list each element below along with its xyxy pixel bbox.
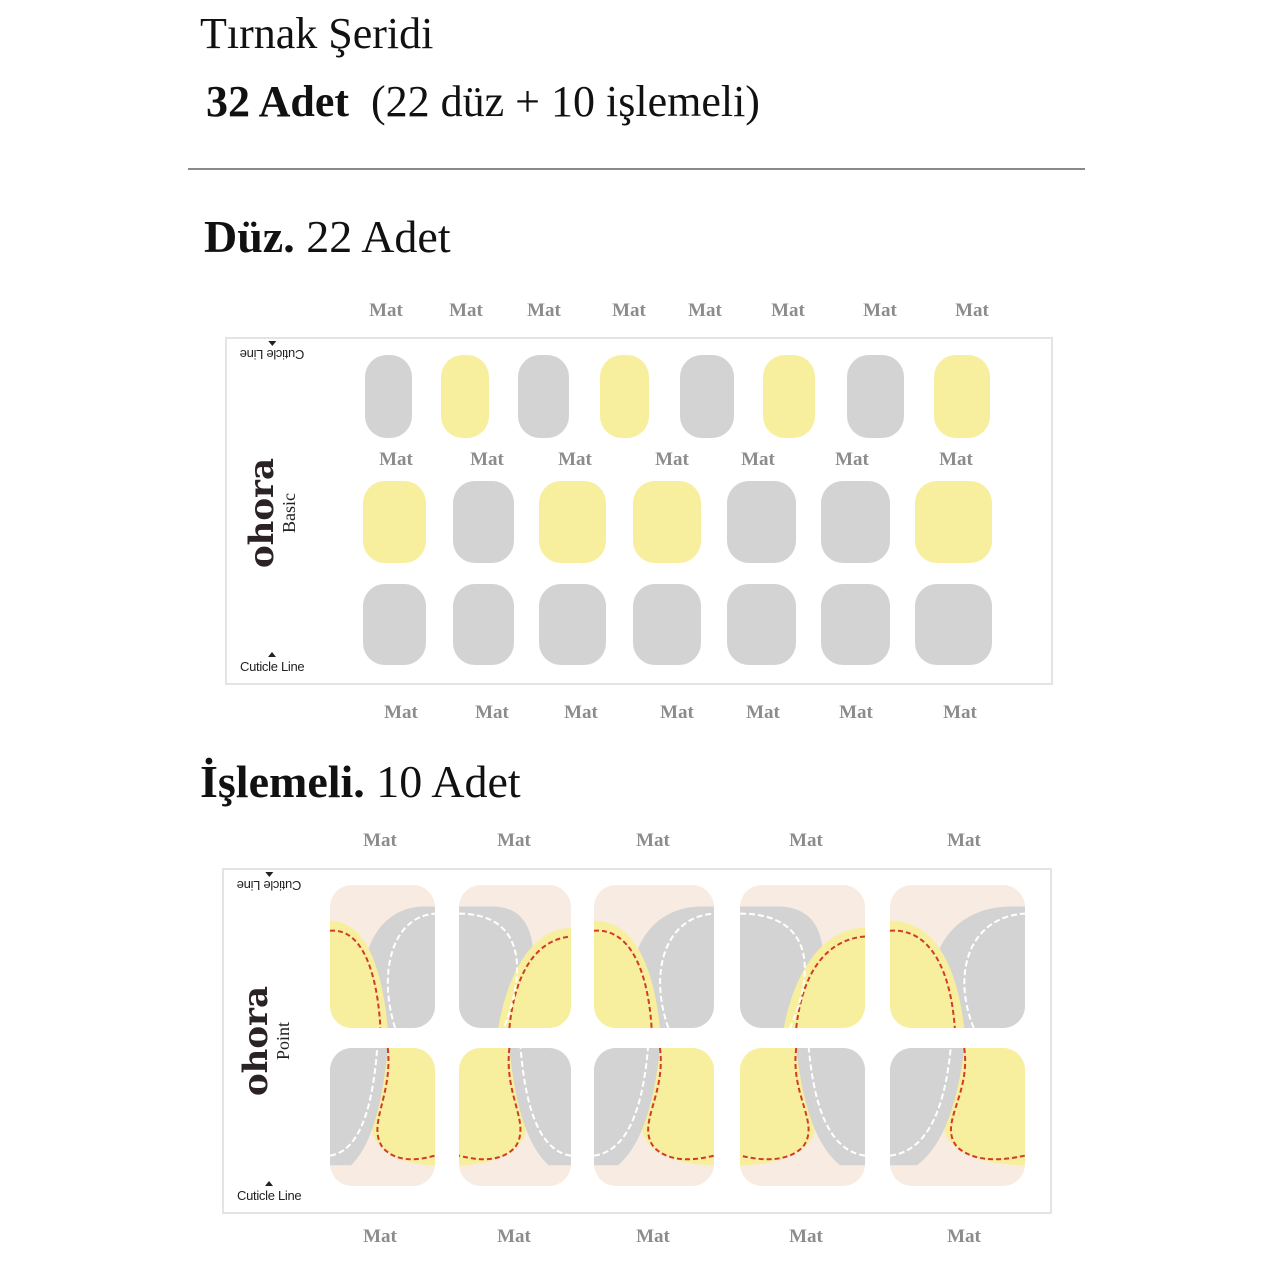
finish-label-mat: Mat	[564, 702, 598, 723]
point-brand-name: ohora	[236, 985, 276, 1097]
finish-label-mat: Mat	[655, 449, 689, 470]
basic-brand-name: ohora	[242, 457, 282, 569]
basic-heading-bold: Düz.	[204, 211, 295, 262]
page-title: Tırnak Şeridi	[200, 9, 434, 58]
finish-label-mat: Mat	[449, 300, 483, 321]
finish-label-mat: Mat	[789, 830, 823, 851]
finish-label-mat: Mat	[369, 300, 403, 321]
basic-heading-count: 22 Adet	[294, 211, 451, 262]
point-nail-tip	[740, 885, 865, 1028]
point-nail-tip	[890, 1048, 1025, 1186]
finish-label-mat: Mat	[947, 1226, 981, 1247]
total-count-bold: 32 Adet	[206, 77, 349, 126]
finish-label-mat: Mat	[955, 300, 989, 321]
point-nail-tip	[330, 885, 435, 1028]
point-line-name: Point	[273, 1022, 293, 1061]
finish-label-mat: Mat	[379, 449, 413, 470]
point-nail-tip	[890, 885, 1025, 1028]
finish-label-mat: Mat	[839, 702, 873, 723]
finish-label-mat: Mat	[636, 1226, 670, 1247]
finish-label-mat: Mat	[363, 830, 397, 851]
finish-label-mat: Mat	[527, 300, 561, 321]
finish-label-mat: Mat	[863, 300, 897, 321]
finish-label-mat: Mat	[497, 830, 531, 851]
point-nail-tip	[594, 885, 714, 1028]
finish-label-mat: Mat	[475, 702, 509, 723]
finish-label-mat: Mat	[771, 300, 805, 321]
point-heading-bold: İşlemeli.	[200, 756, 365, 807]
point-cuticle-bottom-label: Cuticle Line	[237, 1188, 302, 1203]
finish-label-mat: Mat	[947, 830, 981, 851]
finish-label-mat: Mat	[835, 449, 869, 470]
point-nail-tip	[594, 1048, 714, 1186]
finish-label-mat: Mat	[497, 1226, 531, 1247]
finish-label-mat: Mat	[939, 449, 973, 470]
total-count-breakdown: (22 düz + 10 işlemeli)	[349, 77, 760, 126]
point-heading-count: 10 Adet	[364, 756, 521, 807]
finish-label-mat: Mat	[384, 702, 418, 723]
finish-label-mat: Mat	[470, 449, 504, 470]
finish-label-mat: Mat	[612, 300, 646, 321]
finish-label-mat: Mat	[741, 449, 775, 470]
point-nail-tip	[459, 885, 571, 1028]
basic-cuticle-top-label: Cuticle Line	[240, 347, 305, 362]
basic-line-name: Basic	[279, 493, 299, 533]
point-nail-tip	[330, 1048, 435, 1186]
finish-label-mat: Mat	[363, 1226, 397, 1247]
point-nail-tip	[740, 1048, 865, 1186]
finish-label-mat: Mat	[943, 702, 977, 723]
finish-label-mat: Mat	[636, 830, 670, 851]
finish-label-mat: Mat	[746, 702, 780, 723]
finish-label-mat: Mat	[558, 449, 592, 470]
finish-label-mat: Mat	[789, 1226, 823, 1247]
finish-label-mat: Mat	[688, 300, 722, 321]
point-nail-tip	[459, 1048, 571, 1186]
point-cuticle-top-label: Cuticle Line	[237, 878, 302, 893]
finish-label-mat: Mat	[660, 702, 694, 723]
basic-cuticle-bottom-label: Cuticle Line	[240, 659, 305, 674]
